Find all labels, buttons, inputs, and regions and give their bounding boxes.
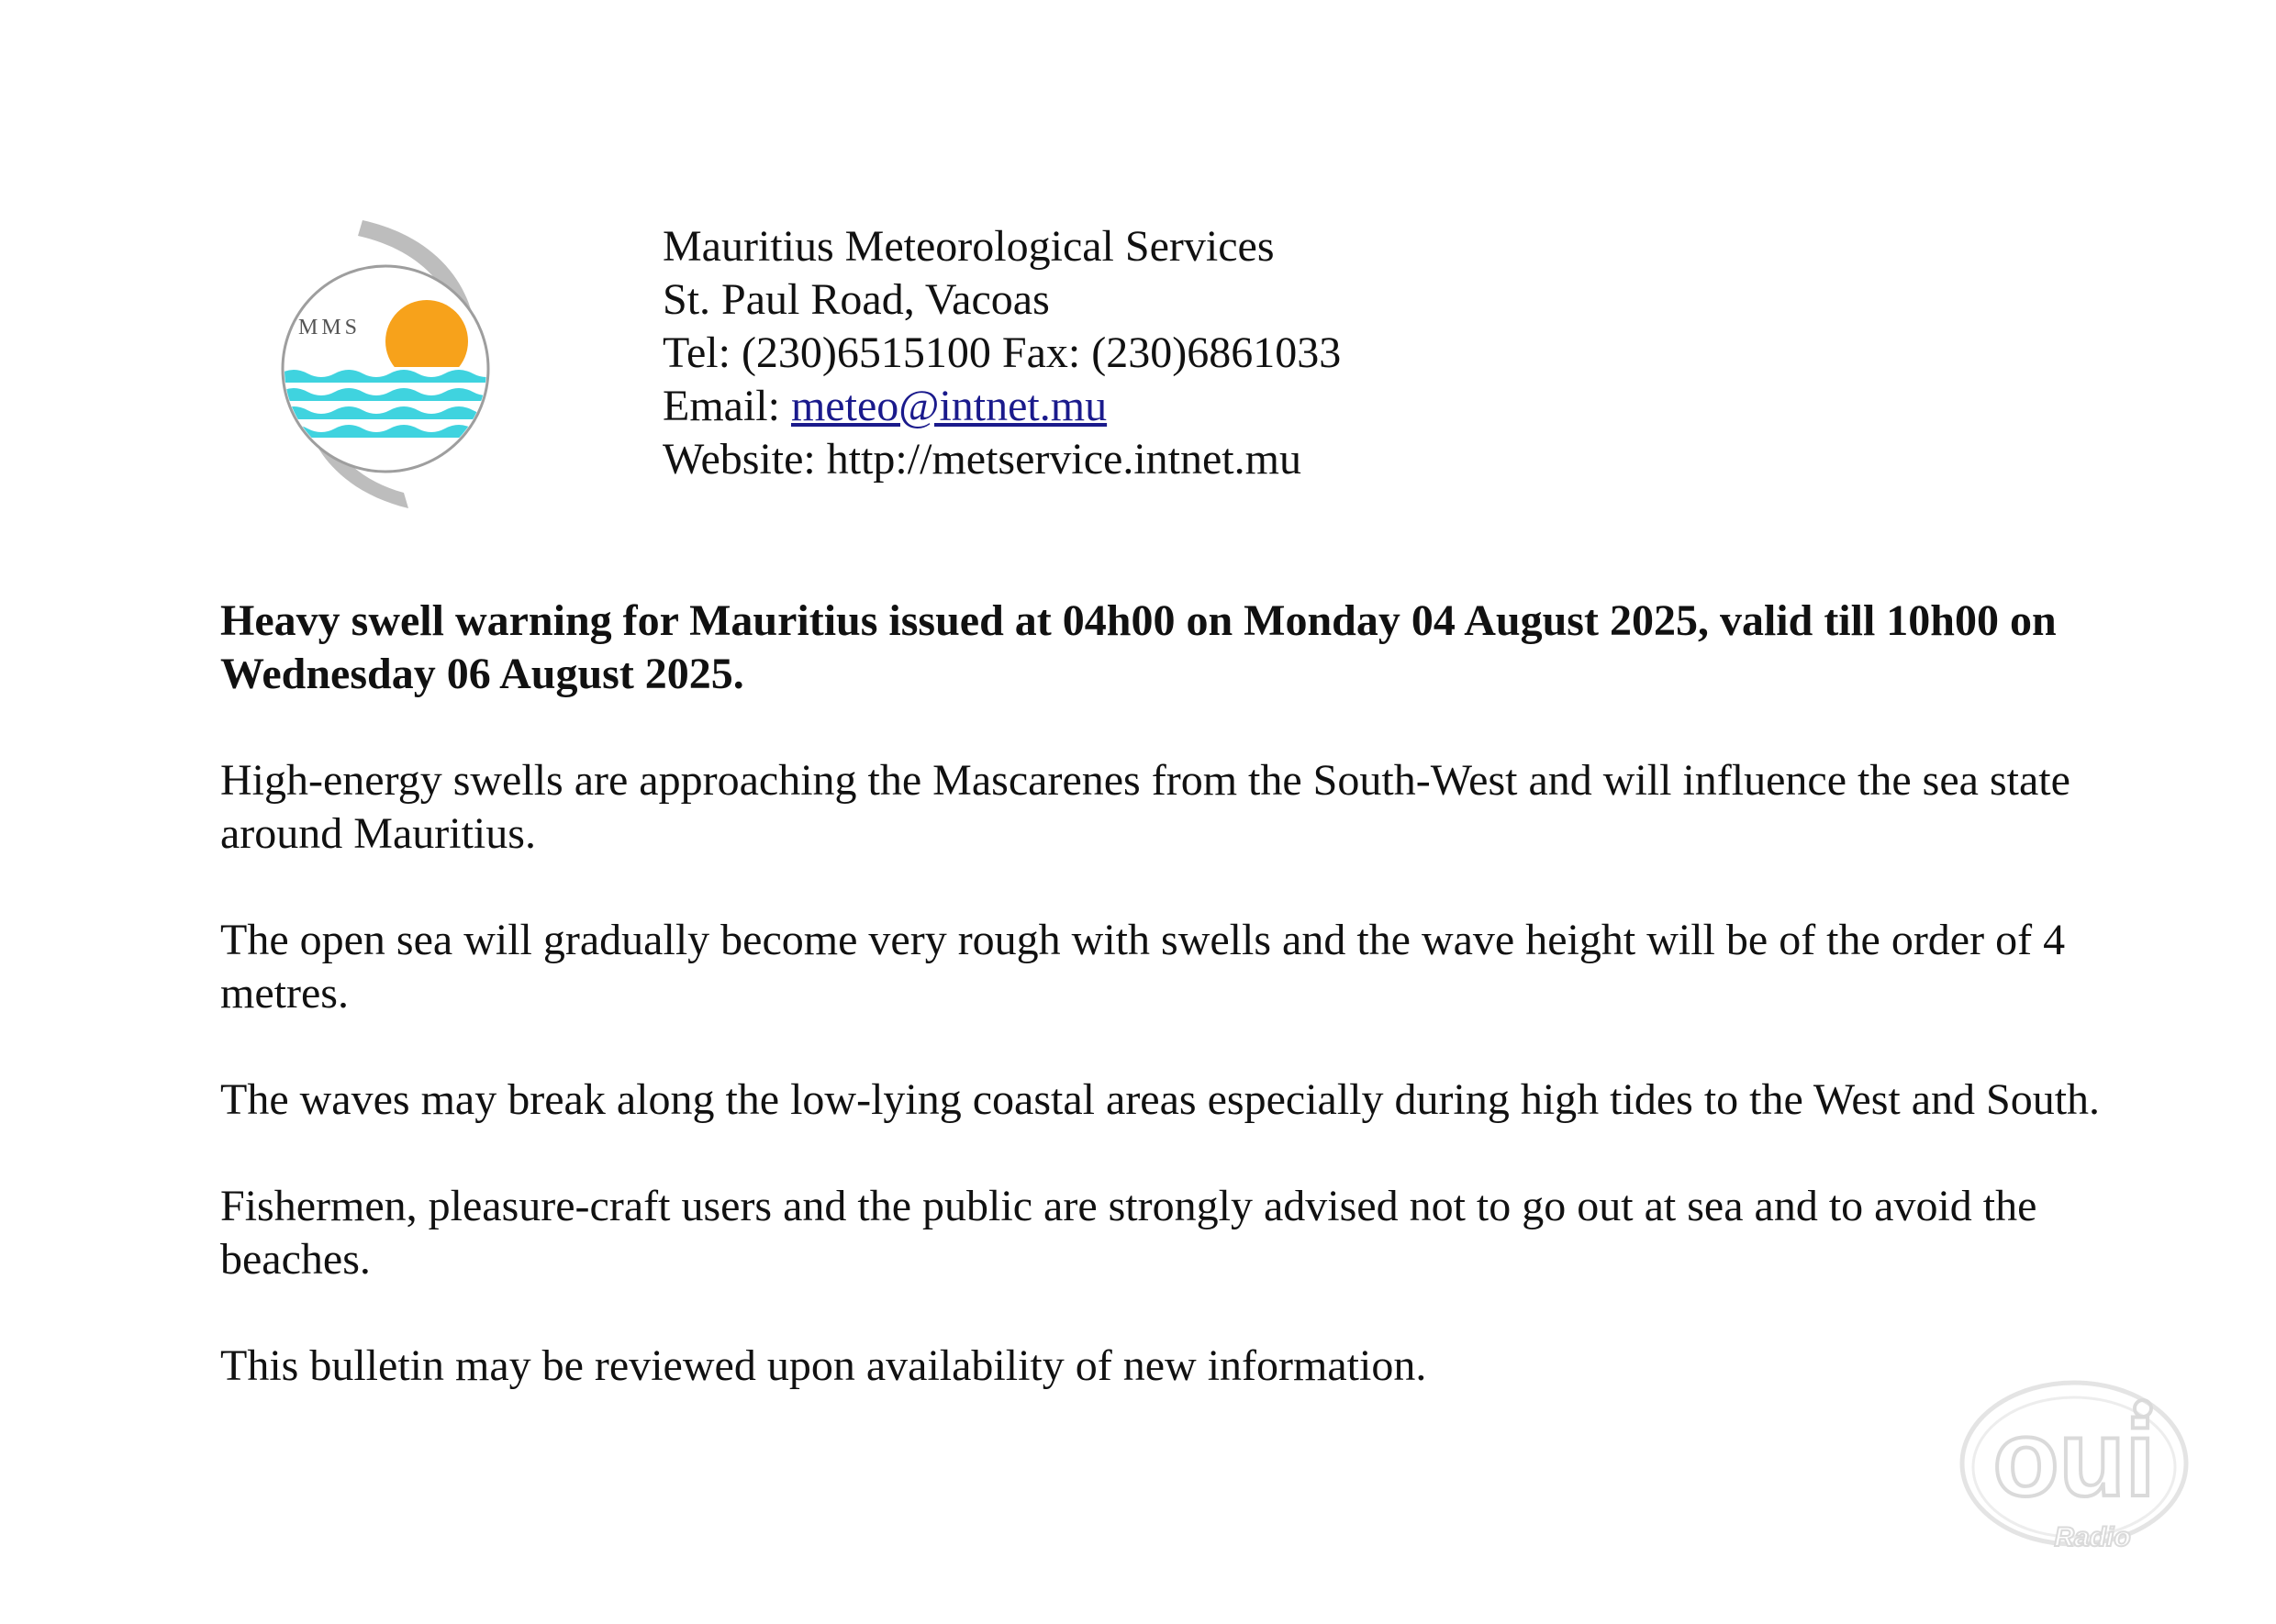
org-name: Mauritius Meteorological Services [663,222,1275,271]
bulletin-body [220,595,2102,1446]
bulletin-headline: Heavy swell warning for Mauritius issued at 04h00 on Monday 04 August 2025, valid till 10h00 on Wednesday 06 August 2025. [220,596,2057,698]
header-contact-block [663,220,1341,486]
bulletin-paragraph-4: Fishermen, pleasure-craft users and the public are strongly advised not to go out at sea and to avoid the beaches. [220,1182,2037,1284]
bulletin-paragraph-2: The open sea will gradually become very rough with swells and the wave height will be of the order of 4 metres. [220,916,2066,1018]
bulletin-paragraph-5: This bulletin may be reviewed upon availability of new information. [220,1341,1427,1390]
email-label: Email: [663,382,791,430]
oui-radio-watermark [1955,1372,2193,1569]
watermark-logo-text: oui [1992,1398,2156,1519]
org-email-line [663,380,1341,433]
watermark-subtext: Radio [2054,1522,2131,1552]
org-website: Website: http://metservice.intnet.mu [663,435,1301,484]
bulletin-paragraph-1: High-energy swells are approaching the Mascarenes from the South-West and will influence the sea state around Mauritius. [220,756,2070,858]
org-address: St. Paul Road, Vacoas [663,275,1050,324]
email-link[interactable]: meteo@intnet.mu [790,382,1108,430]
mms-logo [271,213,500,516]
org-phone-fax: Tel: (230)6515100 Fax: (230)6861033 [663,328,1342,377]
bulletin-paragraph-3: The waves may break along the low-lying coastal areas especially during high tides to the West and South. [220,1075,2101,1124]
logo-text: MMS [298,316,362,339]
